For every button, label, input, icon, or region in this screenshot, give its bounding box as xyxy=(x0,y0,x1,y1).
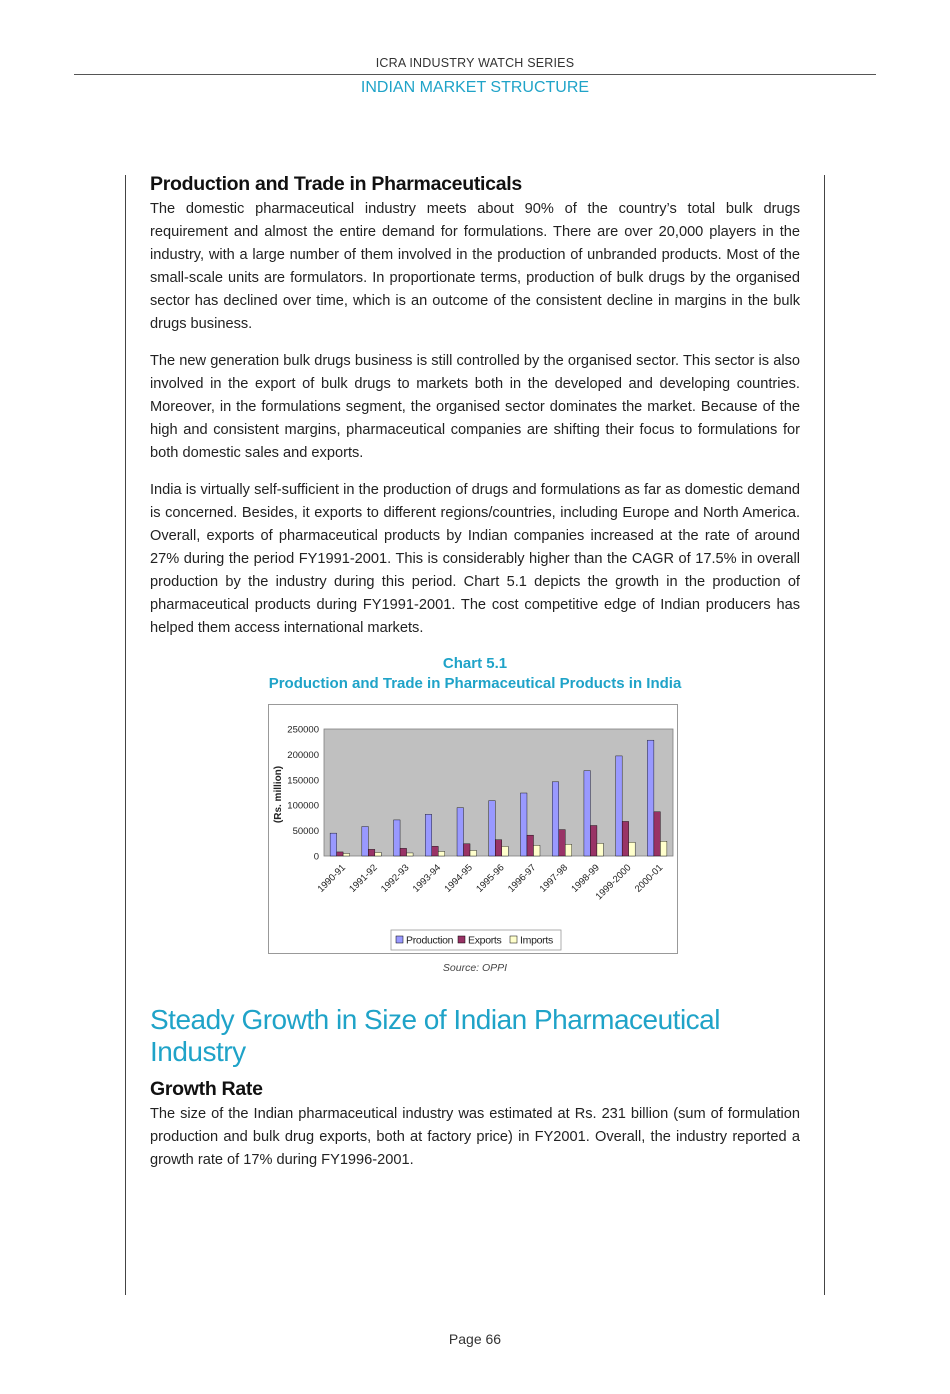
header-rule xyxy=(74,74,876,75)
y-tick-label: 200000 xyxy=(287,749,319,761)
chart-caption xyxy=(150,654,800,694)
page-content xyxy=(150,173,800,1186)
right-margin-rule xyxy=(824,175,825,1295)
header-series: ICRA INDUSTRY WATCH SERIES xyxy=(375,56,575,70)
bar-imports xyxy=(597,843,604,856)
bar-exports xyxy=(590,826,597,856)
legend-swatch-imports xyxy=(510,936,517,943)
x-category-label: 1990-91 xyxy=(315,862,348,895)
y-axis-label: (Rs. million) xyxy=(273,765,284,824)
x-category-label: 1993-94 xyxy=(410,862,444,895)
chart-source: Source: OPPI xyxy=(442,962,508,974)
x-category-label: 1997-98 xyxy=(537,862,571,895)
x-category-label: 2000-01 xyxy=(632,862,666,895)
bar-production xyxy=(394,820,401,856)
bar-imports xyxy=(438,851,445,856)
bar-production xyxy=(330,833,337,856)
x-category-label: 1995-96 xyxy=(474,862,507,895)
header-subtitle: INDIAN MARKET STRUCTURE xyxy=(360,79,590,96)
bar-production xyxy=(616,756,623,856)
bar-production xyxy=(425,814,432,856)
bar-exports xyxy=(337,852,344,856)
x-category-label: 1994-95 xyxy=(442,862,475,895)
paragraph-1: The domestic pharmaceutical industry meets about 90% of the country’s total bulk drugs requirement and almost the entire demand for formulations. There are over 20,000 players in the industry, with a large number of them involved in the production of unbranded products. Most of the small-scale units are formulators. In proportionate terms, production of bulk drugs by the organised sector has declined over time, which is an outcome of the consistent decline in margins in the bulk drugs business. xyxy=(150,201,800,332)
bar-imports xyxy=(565,844,572,856)
x-category-label: 1991-92 xyxy=(347,862,380,895)
section-heading: Steady Growth in Size of Indian Pharmaceutical Industry xyxy=(150,1004,720,1067)
legend-swatch-exports xyxy=(458,936,465,943)
bar-production xyxy=(552,782,559,856)
x-category-label: 1999-2000 xyxy=(593,862,634,903)
bar-imports xyxy=(343,853,350,856)
growth-rate-paragraph: The size of the Indian pharmaceutical industry was estimated at Rs. 231 billion (sum of formulation production and bulk drug exports, both at factory price) in FY2001. Overall, the industry reported a growth rate of 17% during FY1996-2001. xyxy=(150,1106,800,1168)
x-category-label: 1992-93 xyxy=(379,862,412,895)
bar-imports xyxy=(375,852,382,856)
bar-production xyxy=(584,771,591,856)
bar-production xyxy=(362,827,369,856)
section-title: Production and Trade in Pharmaceuticals xyxy=(150,173,522,195)
paragraph-2: The new generation bulk drugs business is still controlled by the organised sector. This sector is also involved in the export of bulk drugs to markets both in the developed and developing countries. Moreover, in the formulations segment, the organised sector dominates the market. Because of the high and consistent margins, pharmaceutical companies are shifting their focus to formulations for both domestic sales and exports. xyxy=(150,353,800,461)
bar-imports xyxy=(533,845,540,856)
legend-label: Imports xyxy=(520,934,553,947)
bar-imports xyxy=(470,850,477,856)
x-category-label: 1996-97 xyxy=(505,862,539,895)
bar-imports xyxy=(629,842,636,856)
x-category-label: 1998-99 xyxy=(569,862,602,895)
bar-exports xyxy=(432,846,439,856)
bar-exports xyxy=(400,848,407,856)
bar-exports xyxy=(464,844,471,856)
chart-title: Production and Trade in Pharmaceutical Products in India xyxy=(268,675,682,692)
chart-number: Chart 5.1 xyxy=(442,655,508,672)
bar-imports xyxy=(407,853,414,856)
bar-production xyxy=(520,793,527,856)
bar-exports xyxy=(654,812,661,856)
bar-production xyxy=(489,801,496,856)
bar-imports xyxy=(660,841,667,856)
y-tick-label: 100000 xyxy=(287,800,319,812)
y-tick-label: 150000 xyxy=(287,775,319,787)
left-margin-rule xyxy=(125,175,126,1295)
bar-exports xyxy=(559,830,566,856)
y-tick-label: 250000 xyxy=(287,724,319,736)
bar-production xyxy=(457,808,464,856)
legend-swatch-production xyxy=(396,936,403,943)
legend-label: Exports xyxy=(468,934,502,947)
page-number: Page 66 xyxy=(448,1331,502,1347)
y-tick-label: 50000 xyxy=(292,826,319,838)
bar-imports xyxy=(502,846,509,856)
bar-exports xyxy=(368,849,375,856)
bar-exports xyxy=(622,821,629,856)
bar-chart xyxy=(268,704,678,954)
paragraph-3: India is virtually self-sufficient in the production of drugs and formulations as far as domestic demand is concerned. Besides, it exports to different regions/countries, including Europe and North America. Overall, exports of pharmaceutical products by Indian companies increased at the rate of around 27% during the period FY1991-2001. This is considerably higher than the CAGR of 17.5% in overall production by the industry during this period. Chart 5.1 depicts the growth in the production of pharmaceutical products during FY1991-2001. The cost competitive edge of Indian producers has helped them access international markets. xyxy=(150,482,800,636)
chart-container xyxy=(268,704,678,954)
bar-exports xyxy=(495,840,502,856)
growth-rate-heading: Growth Rate xyxy=(150,1078,263,1100)
legend-label: Production xyxy=(406,934,454,947)
y-tick-label: 0 xyxy=(313,851,319,863)
bar-production xyxy=(647,740,654,856)
bar-exports xyxy=(527,835,534,856)
